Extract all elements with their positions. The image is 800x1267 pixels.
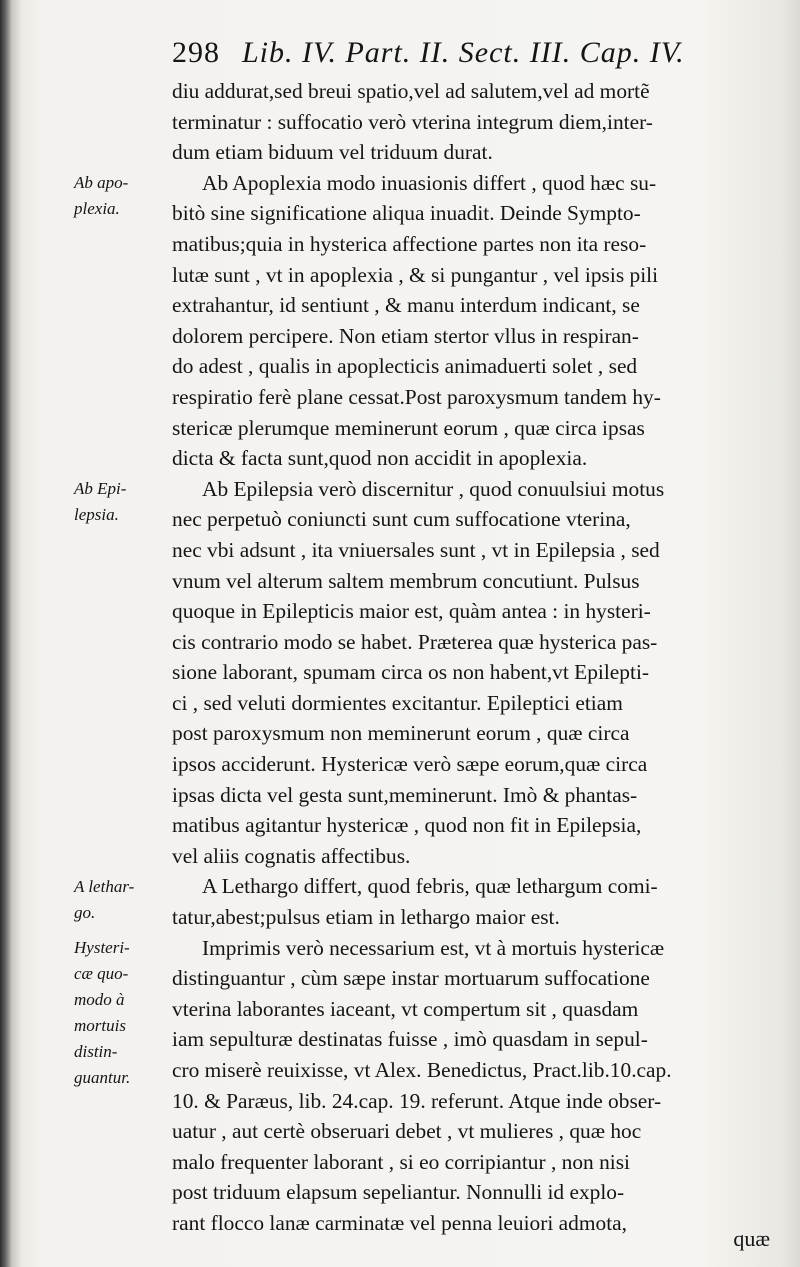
text-line: malo frequenter laborant , si eo corripiantur , non nisi <box>172 1149 630 1174</box>
text-line: lutæ sunt , vt in apoplexia , & si pungantur , vel ipsis pili <box>172 262 659 287</box>
text-line: distinguantur , cùm sæpe instar mortuarum suffocatione <box>172 966 650 991</box>
margin-note <box>74 935 170 1091</box>
text-line: A Lethargo differt, quod febris, quæ lethargum comi- <box>202 874 658 899</box>
text-line: Imprimis verò necessarium est, vt à mortuis hystericæ <box>202 935 665 960</box>
margin-note-line: go. <box>74 902 96 922</box>
margin-note-line: Hysteri- <box>74 937 130 957</box>
margin-note-line: guantur. <box>74 1067 131 1087</box>
margin-note-line: plexia. <box>74 198 120 218</box>
margin-note-line: cæ quo- <box>74 963 129 983</box>
text-line: vterina laborantes iaceant, vt compertum sit , quasdam <box>172 996 639 1021</box>
margin-note-line: A lethar- <box>74 876 135 896</box>
text-line: post paroxysmum non meminerunt eorum , quæ circa <box>172 721 630 746</box>
margin-note-line: lepsia. <box>74 504 119 524</box>
text-line: tatur,abest;pulsus etiam in lethargo maior est. <box>172 905 560 930</box>
catchword: quæ <box>733 1226 770 1251</box>
text-line: nec vbi adsunt , ita vniuersales sunt , vt in Epilepsia , sed <box>172 537 660 562</box>
body-text <box>172 76 772 1239</box>
text-line: stericæ plerumque meminerunt eorum , quæ circa ipsas <box>172 415 645 440</box>
margin-note <box>74 476 170 528</box>
text-line: 10. & Paræus, lib. 24.cap. 19. referunt. Atque inde obser- <box>172 1088 662 1113</box>
text-line: matibus agitantur hystericæ , quod non fit in Epilepsia, <box>172 813 642 838</box>
margin-note <box>74 874 170 926</box>
text-line: post triduum elapsum sepeliantur. Nonnulli id explo- <box>172 1180 625 1205</box>
margin-note-line: modo à <box>74 989 125 1009</box>
text-line: ci , sed veluti dormientes excitantur. Epileptici etiam <box>172 690 623 715</box>
text-line: bitò sine significatione aliqua inuadit. Deinde Sympto- <box>172 201 641 226</box>
margin-note-line: Ab Epi- <box>74 478 127 498</box>
text-line: Ab Epilepsia verò discernitur , quod conuulsiui motus <box>202 476 665 501</box>
margin-note-line: distin- <box>74 1041 118 1061</box>
text-line: terminatur : suffocatio verò vterina integrum diem,inter- <box>172 109 653 134</box>
text-line: vel aliis cognatis affectibus. <box>172 843 411 868</box>
running-header <box>172 36 772 76</box>
text-line: rant flocco lanæ carminatæ vel penna leuiori admota, <box>172 1210 627 1235</box>
text-line: ipsos acciderunt. Hystericæ verò sæpe eorum,quæ circa <box>172 752 648 777</box>
margin-note <box>74 170 170 222</box>
text-line: iam sepulturæ destinatas fuisse , imò quasdam in sepul- <box>172 1027 648 1052</box>
text-line: dicta & facta sunt,quod non accidit in apoplexia. <box>172 446 588 471</box>
text-line: cis contrario modo se habet. Præterea quæ hysterica pas- <box>172 629 658 654</box>
text-line: vnum vel alterum saltem membrum concutiunt. Pulsus <box>172 568 640 593</box>
text-line: Ab Apoplexia modo inuasionis differt , quod hæc su- <box>202 170 657 195</box>
margin-note-line: Ab apo- <box>74 172 129 192</box>
text-line: quoque in Epilepticis maior est, quàm antea : in hysteri- <box>172 599 651 624</box>
text-line: extrahantur, id sentiunt , & manu interdum indicant, se <box>172 293 640 318</box>
text-line: dum etiam biduum vel triduum durat. <box>172 140 493 165</box>
text-line: uatur , aut certè obseruari debet , vt mulieres , quæ hoc <box>172 1119 642 1144</box>
running-title: Lib. IV. Part. II. Sect. III. Cap. IV. <box>242 36 685 69</box>
text-line: cro miserè reuixisse, vt Alex. Benedictus, Pract.lib.10.cap. <box>172 1058 672 1082</box>
text-line: do adest , qualis in apoplecticis animaduerti solet , sed <box>172 354 638 379</box>
text-line: nec perpetuò coniuncti sunt cum suffocatione vterina, <box>172 507 631 532</box>
text-line: sione laborant, spumam circa os non habent,vt Epilepti- <box>172 660 650 685</box>
margin-note-line: mortuis <box>74 1015 126 1035</box>
text-line: dolorem percipere. Non etiam stertor vllus in respiran- <box>172 323 639 348</box>
text-line: respiratio ferè plane cessat.Post paroxysmum tandem hy- <box>172 384 661 409</box>
text-line: matibus;quia in hysterica affectione partes non ita reso- <box>172 231 647 256</box>
page-number: 298 <box>172 36 220 69</box>
text-line: ipsas dicta vel gesta sunt,meminerunt. Imò & phantas- <box>172 782 638 807</box>
text-line: diu addurat,sed breui spatio,vel ad salutem,vel ad mortẽ <box>172 79 650 103</box>
